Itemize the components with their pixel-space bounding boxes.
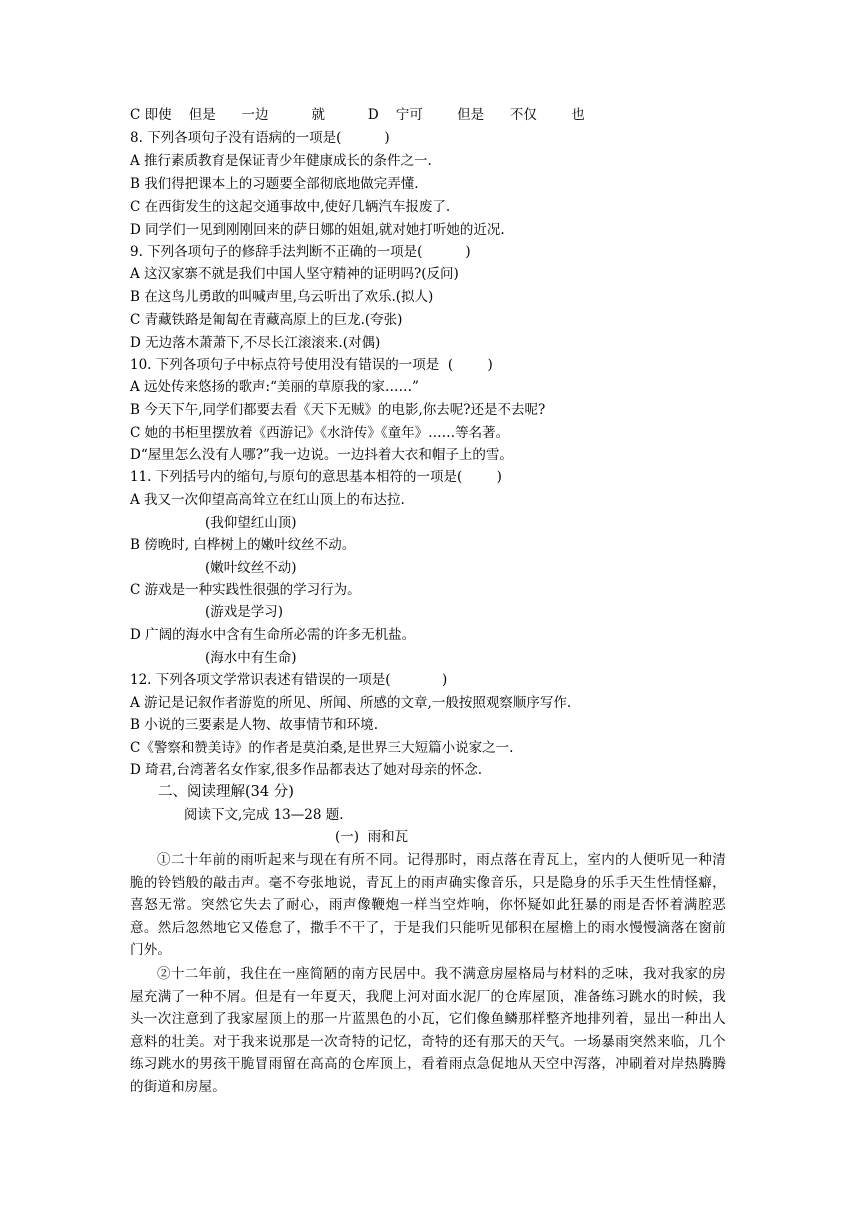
q11-option-d: D 广阔的海水中含有生命所必需的许多无机盐。 [130,627,416,643]
question-11: 11. 下列括号内的缩句,与原句的意思基本相符的一项是( ) [130,469,502,485]
q11-option-d-condensed: (海水中有生命) [205,650,297,666]
question-10: 10. 下列各项句子中标点符号使用没有错误的一项是 ( ) [130,357,493,373]
q11-option-b-condensed: (嫩叶纹丝不动) [205,560,297,576]
passage-title: (一) 雨和瓦 [335,829,409,845]
q12-option-d: D 琦君,台湾著名女作家,很多作品都表达了她对母亲的怀念. [130,762,482,778]
passage-paragraph-2: ②十二年前，我住在一座简陋的南方民居中。我不满意房屋格局与材料的乏味，我对我家的房屋充满了一种不屑。但是有一年夏天，我爬上河对面水泥厂的仓库屋顶，准备练习跳水的时候，我头一次注意到了我家屋顶上的那一片蓝黑色的小瓦，它们像鱼鳞那样整齐地排列着，显出一种出人意料的壮美。对于我来说那是一次奇特的记忆，奇特的还有那天的天气。一场暴雨突然来临，几个练习跳水的男孩干脆冒雨留在高高的仓库顶上，看着雨点急促地从天空中泻落，冲刷着对岸热腾腾的街道和房屋。 [130,966,726,1095]
section-heading: 二、阅读理解(34 分) [158,784,294,800]
q11-option-b: B 傍晚时, 白桦树上的嫩叶纹丝不动。 [130,537,356,553]
q8-option-b: B 我们得把课本上的习题要全部彻底地做完弄懂. [130,176,419,192]
option-line-c-d: C 即使 但是 一边 就 D 宁可 但是 不仅 也 [130,107,585,123]
q9-option-a: A 这汉家寨不就是我们中国人坚守精神的证明吗?(反问) [130,266,459,282]
question-9: 9. 下列各项句子的修辞手法判断不正确的一项是( ) [130,244,471,260]
q10-option-a: A 远处传来悠扬的歌声:“美丽的草原我的家……” [130,379,419,395]
q12-option-a: A 游记是记叙作者游览的所见、所闻、所感的文章,一般按照观察顺序写作. [130,695,572,711]
q11-option-c: C 游戏是一种实践性很强的学习行为。 [130,582,361,598]
q9-option-b: B 在这鸟儿勇敢的叫喊声里,乌云听出了欢乐.(拟人) [130,289,434,305]
q11-option-a: A 我又一次仰望高高耸立在红山顶上的布达拉. [130,492,405,508]
q11-option-c-condensed: (游戏是学习) [205,604,284,620]
q9-option-d: D 无边落木萧萧下,不尽长江滚滚来.(对偶) [130,335,381,351]
q12-option-b: B 小说的三要素是人物、故事情节和环境. [130,717,379,733]
q11-option-a-condensed: (我仰望红山顶) [205,515,297,531]
q9-option-c: C 青藏铁路是匍匐在青藏高原上的巨龙.(夸张) [130,312,403,328]
question-12: 12. 下列各项文学常识表述有错误的一项是( ) [130,672,448,688]
q10-option-c: C 她的书柜里摆放着《西游记》《水浒传》《童年》……等名著。 [130,425,510,441]
q10-option-d: D“屋里怎么没有人哪?”我一边说。一边抖着大衣和帽子上的雪。 [130,447,513,463]
q8-option-c: C 在西街发生的这起交通事故中,使好几辆汽车报废了. [130,199,451,215]
q8-option-a: A 推行素质教育是保证青少年健康成长的条件之一. [130,153,432,169]
passage-paragraph-1: ①二十年前的雨听起来与现在有所不同。记得那时，雨点落在青瓦上，室内的人便听见一种清脆的铃铛般的敲击声。毫不夸张地说，青瓦上的雨声确实像音乐，只是隐身的乐手天生性情怪癖，喜怒无常。突然它失去了耐心，雨声像鞭炮一样当空炸响，你怀疑如此狂暴的雨是否怀着满腔恶意。然后忽然地它又倦怠了，撒手不干了，于是我们只能听见郁积在屋檐上的雨水慢慢滴落在窗前门外。 [130,852,726,959]
q12-option-c: C《警察和赞美诗》的作者是莫泊桑,是世界三大短篇小说家之一. [130,740,514,756]
question-8: 8. 下列各项句子没有语病的一项是( ) [130,130,390,146]
q8-option-d: D 同学们一见到刚刚回来的萨日娜的姐姐,就对她打听她的近况. [130,222,505,238]
q10-option-b: B 今天下午,同学们都要去看《天下无贼》的电影,你去呢?还是不去呢? [130,402,546,418]
reading-instruction: 阅读下文,完成 13—28 题. [184,807,344,823]
